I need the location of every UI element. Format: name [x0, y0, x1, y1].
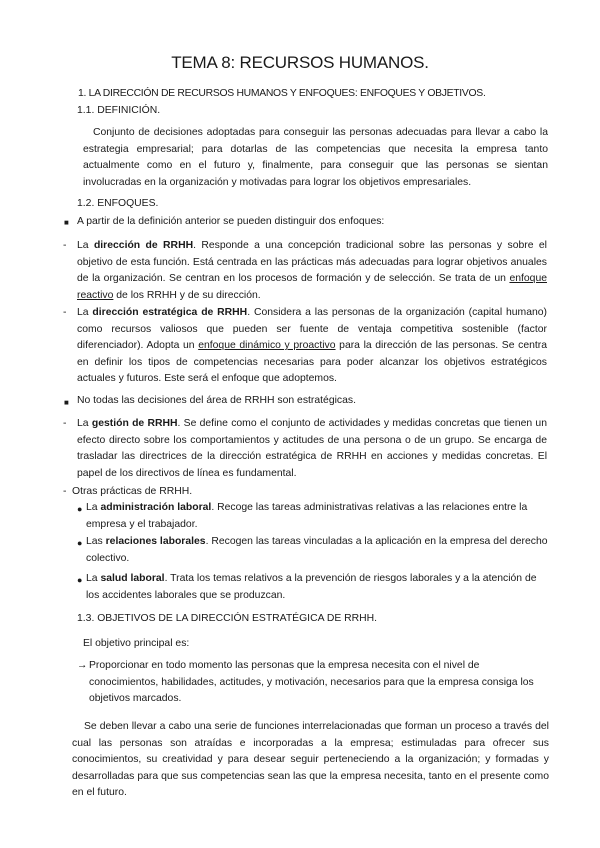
section-1-1-heading: 1.1. DEFINICIÓN. [77, 105, 161, 116]
term-enfoque-reactivo: enfoque reactivo [77, 273, 547, 301]
square-bullet-icon: ■ [64, 218, 69, 227]
round-bullet-icon: ● [77, 538, 83, 548]
sub-administracion-laboral: La administración laboral. Recoge las tareas administrativas relativas a las relaciones entre la empresa y el trabajador. [86, 502, 528, 530]
square-bullet-icon: ■ [64, 398, 69, 407]
item-direccion-estrategica: La dirección estratégica de RRHH. Considera a las personas de la organización (capital humano) como recursos valiosos que pueden ser fuente de ventaja competitiva sostenible (factor diferenciador). Adopta un enfoque dinámico y proactivo para la dirección de las personas. Se centra en definir los tipos de competencias necesarias para poder alcanzar los objetivos estratégicos actuales y futuros. Este será el enfoque que adoptemos. [77, 307, 548, 385]
term-gestion-rrhh: gestión de RRHH [91, 418, 178, 429]
dash-marker-icon: - [63, 418, 67, 429]
term-enfoque-proactivo: enfoque dinámico y proactivo [198, 340, 336, 352]
term-administracion-laboral: administración laboral [100, 502, 212, 513]
section-1-3-heading: 1.3. OBJETIVOS DE LA DIRECCIÓN ESTRATÉGICA DE RRHH. [77, 613, 378, 624]
round-bullet-icon: ● [77, 504, 83, 514]
dash-marker-icon: - [63, 307, 67, 318]
item-otras-practicas: Otras prácticas de RRHH. [72, 486, 193, 497]
objective-intro: El objetivo principal es: [83, 638, 190, 649]
sub-relaciones-laborales: Las relaciones laborales. Recogen las tareas vinculadas a la aplicación en la empresa del derecho colectivo. [86, 536, 548, 564]
term-relaciones-laborales: relaciones laborales [105, 536, 206, 547]
round-bullet-icon: ● [77, 575, 83, 585]
term-salud-laboral: salud laboral [100, 573, 165, 584]
sub-salud-laboral: La salud laboral. Trata los temas relativos a la prevención de riesgos laborales y a la atención de los accidentes laborales que se produzcan. [86, 573, 537, 601]
term-direccion-rrhh: dirección de RRHH [93, 240, 194, 251]
bullet-not-strategic: No todas las decisiones del área de RRHH son estratégicas. [77, 395, 356, 406]
bullet-two-approaches: A partir de la definición anterior se pueden distinguir dos enfoques: [77, 216, 385, 227]
item-gestion-rrhh: La gestión de RRHH. Se define como el conjunto de actividades y medidas concretas que tienen un efecto directo sobre los comportamientos y actitudes de una persona o de un grupo. Se encarga de trasladar las directrices de la dirección estratégica de RRHH en acciones y medidas concretas. El papel de los directivos de línea es fundamental. [77, 418, 547, 479]
definition-paragraph: Conjunto de decisiones adoptadas para conseguir las personas adecuadas para llevar a cabo la estrategia empresarial; para dotarlas de las competencias que necesita la empresa tanto actualmente como en el futuro y, finalmente, para conseguir que las personas se sientan involucradas en la organización y motivadas para lograr los objetivos empresariales. [83, 127, 548, 188]
section-1-2-heading: 1.2. ENFOQUES. [77, 198, 159, 209]
dash-marker-icon: - [63, 486, 67, 497]
objective-statement: Proporcionar en todo momento las personas que la empresa necesita con el nivel de conocimientos, habilidades, actitudes, y motivación, necesarios para que la empresa consiga los objetivos marcados. [89, 660, 534, 705]
term-direccion-estrategica: dirección estratégica de RRHH [92, 307, 248, 318]
section-1-heading: 1. LA DIRECCIÓN DE RECURSOS HUMANOS Y ENFOQUES: ENFOQUES Y OBJETIVOS. [78, 88, 486, 99]
page-title: TEMA 8: RECURSOS HUMANOS. [171, 53, 429, 72]
dash-marker-icon: - [63, 240, 67, 251]
item-direccion-rrhh: La dirección de RRHH. Responde a una concepción tradicional sobre las personas y sobre el objetivo de esta función. Está centrada en las prácticas más adecuadas para lograr objetivos anuales de la organización. Se centran en los procesos de formación y de selección. Se trata de un enfoque reactivo de los RRHH y de su dirección. [77, 240, 547, 301]
final-paragraph: Se deben llevar a cabo una serie de funciones interrelacionadas que forman un proceso a través del cual las personas son atraídas e incorporadas a la empresa; estimuladas para ofrecer sus conocimientos, su creatividad y para desear seguir perteneciendo a la organización; y formadas y desarrolladas para que sus competencias sean las que la empresa necesita, tanto en el presente como en el futuro. [72, 721, 549, 799]
right-arrow-icon: → [77, 660, 88, 671]
